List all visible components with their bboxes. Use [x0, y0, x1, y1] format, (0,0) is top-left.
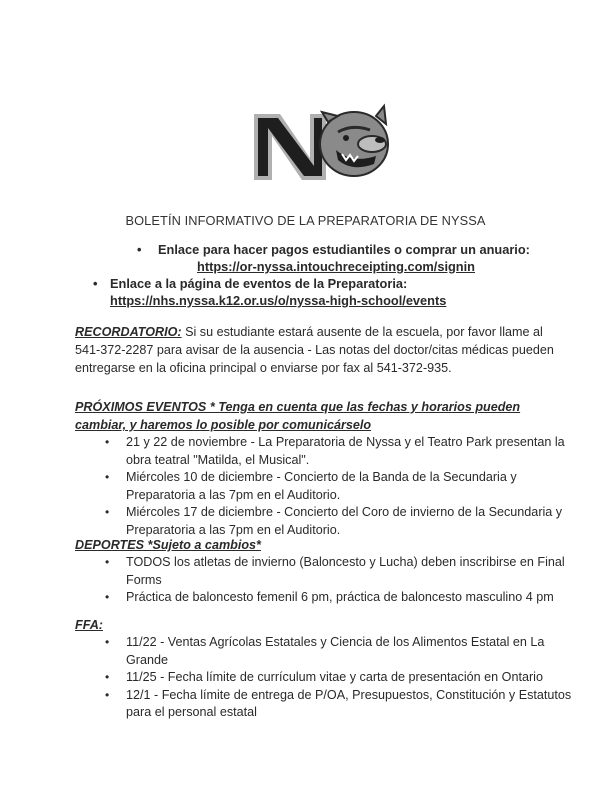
ffa-item: • 11/22 - Ventas Agrícolas Estatales y Ciencia de los Alimentos Estatal en La Grande: [103, 634, 555, 669]
event-item: • Miércoles 10 de diciembre - Concierto de la Banda de la Secundaria y Preparatoria a las 7pm en el Auditorio.: [103, 469, 555, 504]
ffa-item: • 11/25 - Fecha límite de currículum vitae y carta de presentación en Ontario: [103, 669, 555, 687]
reminder-text-2: 541-372-2287 para avisar de la ausencia - Las notas del doctor/citas médicas pueden: [75, 343, 554, 357]
sports-list: [75, 554, 565, 607]
reminder-heading: RECORDATORIO:: [75, 325, 182, 339]
ffa-heading: FFA:: [75, 618, 103, 632]
payments-link[interactable]: https://or-nyssa.intouchreceipting.com/signin: [197, 259, 476, 274]
ffa-item: • 12/1 - Fecha límite de entrega de P/OA, Presupuestos, Constitución y Estatutos para el personal estatal: [103, 687, 555, 722]
sports-section: [75, 536, 565, 607]
bullet-icon: •: [93, 276, 98, 291]
reminder-text-1: Si su estudiante estará ausente de la escuela, por favor llame al: [181, 325, 543, 339]
sports-heading: DEPORTES *Sujeto a cambios*: [75, 538, 261, 552]
links-section: [0, 242, 611, 310]
events-section: [75, 398, 565, 539]
payments-link-item: [137, 242, 611, 276]
events-heading-1: PRÓXIMOS EVENTOS * Tenga en cuenta que las fechas y horarios pueden: [75, 400, 521, 414]
payments-link-label: Enlace para hacer pagos estudiantiles o comprar un anuario:: [158, 242, 530, 257]
events-heading-2: cambiar, y haremos lo posible por comunicárselo: [75, 418, 372, 432]
events-link-label: Enlace a la página de eventos de la Preparatoria:: [110, 276, 408, 291]
events-list: [75, 434, 565, 539]
bulldog-n-logo-icon: [252, 100, 392, 182]
events-link[interactable]: https://nhs.nyssa.k12.or.us/o/nyssa-high-school/events: [110, 293, 447, 308]
newsletter-title: BOLETÍN INFORMATIVO DE LA PREPARATORIA DE NYSSA: [125, 213, 486, 228]
ffa-list: [75, 634, 572, 722]
reminder-section: [75, 323, 555, 377]
reminder-text-3: entregarse en la oficina principal o enviarse por fax al 541-372-935.: [75, 361, 452, 375]
ffa-section: [75, 616, 572, 722]
sports-item: • TODOS los atletas de invierno (Baloncesto y Lucha) deben inscribirse en Final Forms: [103, 554, 555, 589]
events-link-item: [93, 276, 611, 310]
event-item: • Miércoles 17 de diciembre - Concierto del Coro de invierno de la Secundaria y Preparatoria a las 7pm en el Auditorio.: [103, 504, 555, 539]
bullet-icon: •: [137, 242, 142, 257]
event-item: • 21 y 22 de noviembre - La Preparatoria de Nyssa y el Teatro Park presentan la obra teatral "Matilda, el Musical".: [103, 434, 555, 469]
sports-item: • Práctica de baloncesto femenil 6 pm, práctica de baloncesto masculino 4 pm: [103, 589, 555, 607]
school-logo: [252, 100, 392, 182]
